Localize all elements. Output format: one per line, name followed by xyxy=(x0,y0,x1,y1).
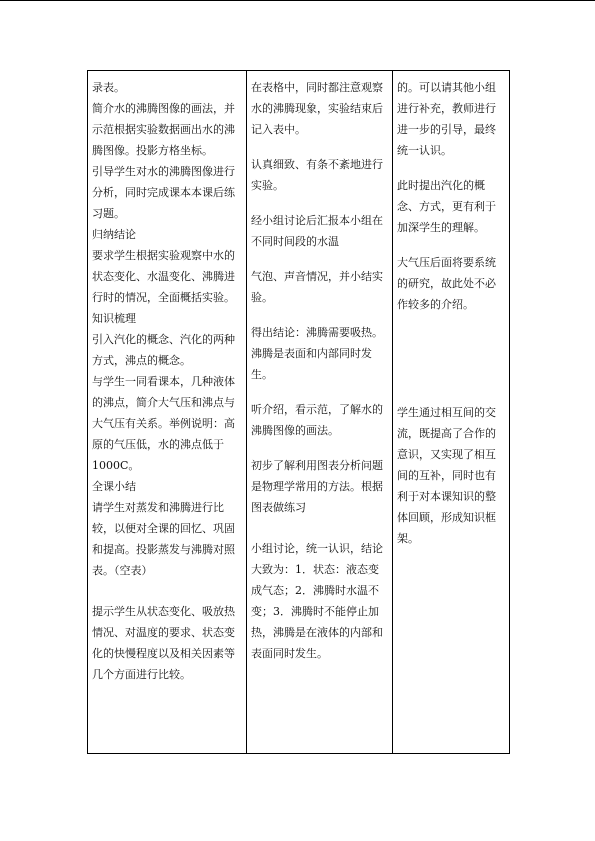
section-heading: 全课小结 xyxy=(92,480,136,493)
paragraph: 在表格中，同时都注意观察水的沸腾现象，实验结束后记入表中。 xyxy=(251,81,383,136)
teacher-activity-cell xyxy=(88,71,247,754)
paragraph: 引入汽化的概念、汽化的两种方式，沸点的概念。 xyxy=(92,333,235,367)
design-intent-cell xyxy=(393,71,510,754)
paragraph: 请学生对蒸发和沸腾进行比较，以便对全课的回忆、巩固和提高。投影蒸发与沸腾对照表。（空表） xyxy=(92,501,235,577)
paragraph: 听介绍，看示范，了解水的沸腾图像的画法。 xyxy=(251,403,383,437)
paragraph: 引导学生对水的沸腾图像进行分析，同时完成课本本课后练习题。 xyxy=(92,165,235,220)
paragraph: 此时提出汽化的概念、方式，更有利于加深学生的理解。 xyxy=(397,179,496,234)
paragraph: 学生通过相互间的交流，既提高了合作的意识，又实现了相互间的互补，同时也有利于对本课知识的整体回顾，形成知识框架。 xyxy=(397,406,496,545)
paragraph: 认真细致、有条不紊地进行实验。 xyxy=(251,158,383,192)
paragraph: 的。可以请其他小组进行补充，教师进行进一步的引导，最终统一认识。 xyxy=(397,81,496,157)
paragraph: 经小组讨论后汇报本小组在不同时间段的水温 xyxy=(251,214,383,248)
paragraph: 提示学生从状态变化、吸放热情况、对温度的要求、状态变化的快慢程度以及相关因素等几个方面进行比较。 xyxy=(92,605,235,681)
paragraph: 与学生一同看课本，几种液体的沸点，简介大气压和沸点与大气压有关系。举例说明：高原的气压低，水的沸点低于1000C。 xyxy=(92,375,235,472)
paragraph: 气泡、声音情况，并小结实验。 xyxy=(251,270,383,304)
section-heading: 归纳结论 xyxy=(92,228,136,241)
paragraph: 初步了解利用图表分析问题是物理学常用的方法。根据图表做练习 xyxy=(251,459,383,514)
table-row xyxy=(88,71,510,754)
lesson-plan-table xyxy=(87,70,510,754)
paragraph: 得出结论：沸腾需要吸热。沸腾是表面和内部同时发生。 xyxy=(251,326,383,381)
section-heading: 知识梳理 xyxy=(92,312,136,325)
paragraph: 大气压后面将要系统的研究，故此处不必作较多的介绍。 xyxy=(397,256,496,311)
page-top-rule xyxy=(0,0,595,1)
paragraph: 录表。 xyxy=(92,81,125,94)
paragraph: 小组讨论，统一认识，结论大致为：1．状态：液态变成气态；2．沸腾时水温不变；3．沸腾时不能停止加热，沸腾是在液体的内部和表面同时发生。 xyxy=(251,542,383,660)
student-activity-cell xyxy=(247,71,393,754)
paragraph: 要求学生根据实验观察中水的状态变化、水温变化、沸腾进行时的情况，全面概括实验。 xyxy=(92,249,235,304)
paragraph: 简介水的沸腾图像的画法，并示范根据实验数据画出水的沸腾图像。投影方格坐标。 xyxy=(92,102,235,157)
